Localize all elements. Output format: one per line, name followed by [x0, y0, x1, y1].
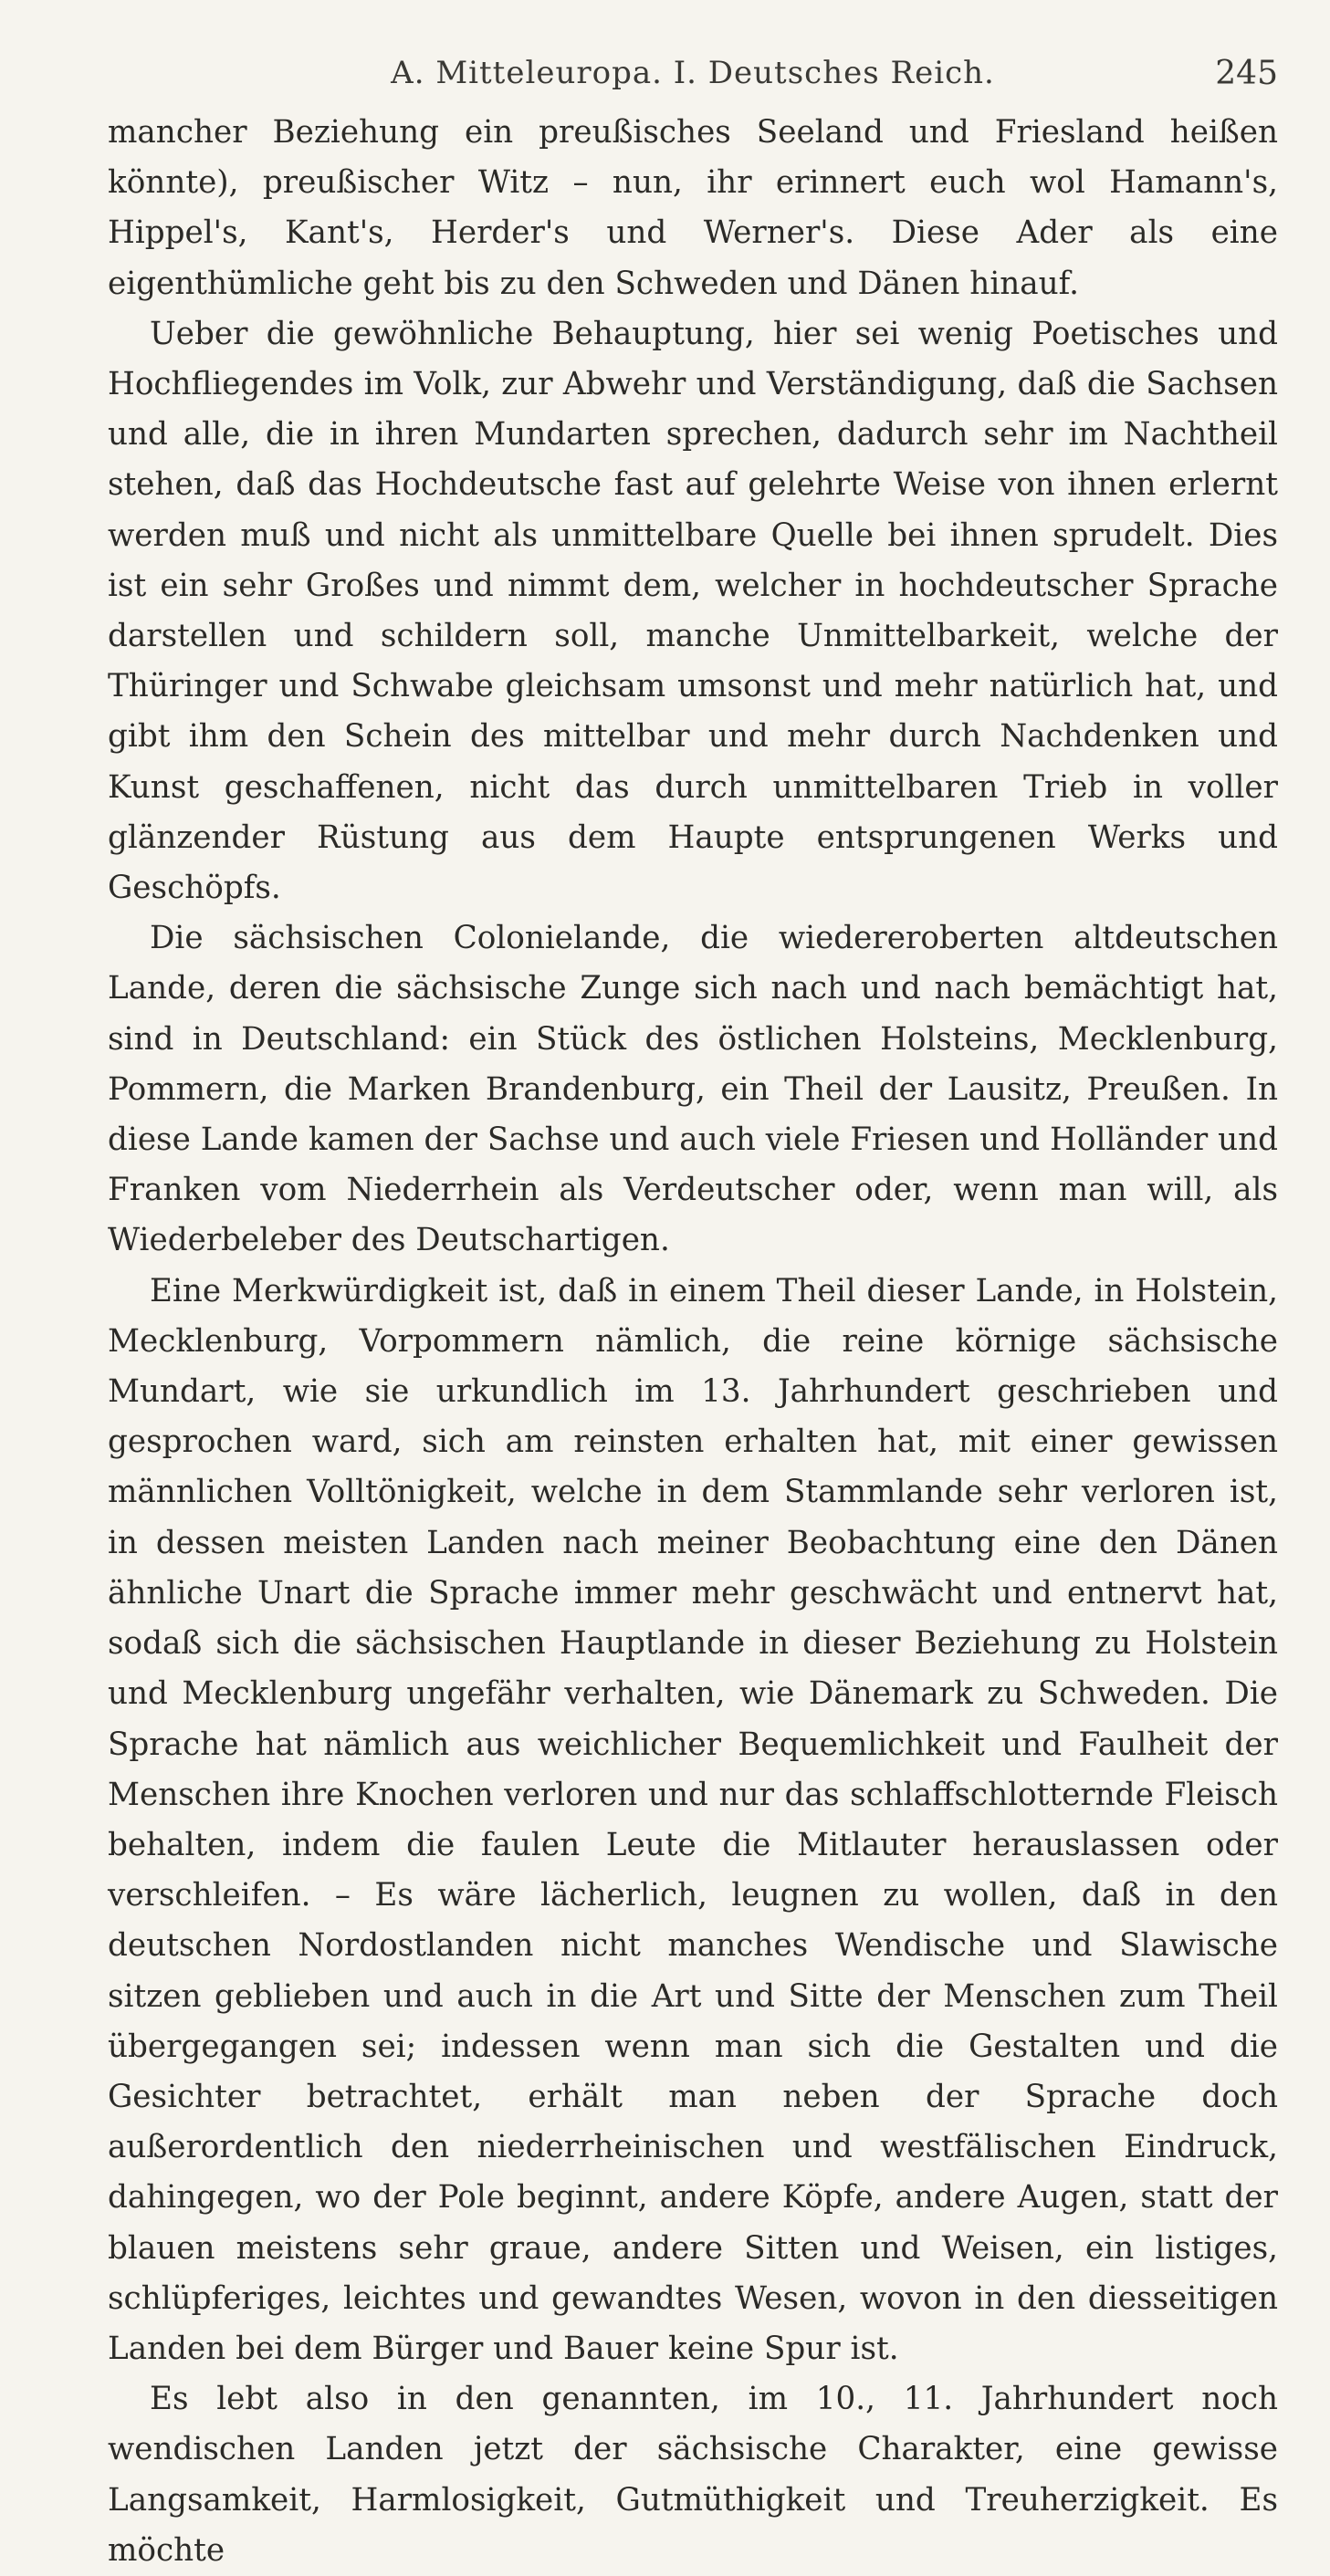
paragraph-2: Ueber die gewöhnliche Behauptung, hier sei wenig Poetisches und Hochfliegendes im Volk, zur Abwehr und Verständigung, daß die Sachsen und alle, die in ihren Mundarten sprechen, dadurch sehr im Nachtheil stehen, daß das Hochdeutsche fast auf gelehrte Weise von ihnen erlernt werden muß und nicht als unmittelbare Quelle bei ihnen sprudelt. Dies ist ein sehr Großes und nimmt dem, welcher in hochdeutscher Sprache darstellen und schildern soll, manche Unmittelbarkeit, welche der Thüringer und Schwabe gleichsam umsonst und mehr natürlich hat, und gibt ihm den Schein des mittelbar und mehr durch Nachdenken und Kunst geschaffenen, nicht das durch unmittelbaren Trieb in voller glänzender Rüstung aus dem Haupte entsprungenen Werks und Geschöpfs. [108, 315, 1278, 907]
running-head-title: A. Mitteleuropa. I. Deutsches Reich. [391, 55, 995, 91]
paragraph-1: mancher Beziehung ein preußisches Seeland und Friesland heißen könnte), preußischer Witz – nun, ihr erinnert euch wol Hamann's, Hippel's, Kant's, Herder's und Werner's. Diese Ader als eine eigenthümliche geht bis zu den Schweden und Dänen hinauf. [108, 114, 1278, 302]
paragraph-4: Eine Merkwürdigkeit ist, daß in einem Theil dieser Lande, in Holstein, Mecklenburg, Vorpommern nämlich, die reine körnige sächsische Mundart, wie sie urkundlich im 13. Jahrhundert geschrieben und gesprochen ward, sich am reinsten erhalten hat, mit einer gewissen männlichen Volltönigkeit, welche in dem Stammlande sehr verloren ist, in dessen meisten Landen nach meiner Beobachtung eine den Dänen ähnliche Unart die Sprache immer mehr geschwächt und entnervt hat, sodaß sich die sächsischen Hauptlande in dieser Beziehung zu Holstein und Mecklenburg ungefähr verhalten, wie Dänemark zu Schweden. Die Sprache hat nämlich aus weichlicher Bequemlichkeit und Faulheit der Menschen ihre Knochen verloren und nur das schlaffschlotternde Fleisch behalten, indem die faulen Leute die Mitlauter herauslassen oder verschleifen. – Es wäre lächerlich, leugnen zu wollen, daß in den deutschen Nordostlanden nicht manches Wendische und Slawische sitzen geblieben und auch in die Art und Sitte der Menschen zum Theil übergegangen sei; indessen wenn man sich die Gestalten und die Gesichter betrachtet, erhält man neben der Sprache doch außerordentlich den niederrheinischen und westfälischen Eindruck, dahingegen, wo der Pole beginnt, andere Köpfe, andere Augen, statt der blauen meistens sehr graue, andere Sitten und Weisen, ein listiges, schlüpferiges, leichtes und gewandtes Wesen, wovon in den diesseitigen Landen bei dem Bürger und Bauer keine Spur ist. [108, 1272, 1278, 2367]
body-text [108, 108, 1278, 2576]
paragraph-5: Es lebt also in den genannten, im 10., 11. Jahrhundert noch wendischen Landen jetzt der sächsische Charakter, eine gewisse Langsamkeit, Harmlosigkeit, Gutmüthigkeit und Treuherzigkeit. Es möchte [108, 2381, 1278, 2569]
paragraph-3: Die sächsischen Colonielande, die wiedereroberten altdeutschen Lande, deren die sächsische Zunge sich nach und nach bemächtigt hat, sind in Deutschland: ein Stück des östlichen Holsteins, Mecklenburg, Pommern, die Marken Brandenburg, ein Theil der Lausitz, Preußen. In diese Lande kamen der Sachse und auch viele Friesen und Holländer und Franken vom Niederrhein als Verdeutscher oder, wenn man will, als Wiederbeleber des Deutschartigen. [108, 920, 1278, 1259]
page-number: 245 [1215, 55, 1278, 92]
running-head [108, 51, 1278, 97]
